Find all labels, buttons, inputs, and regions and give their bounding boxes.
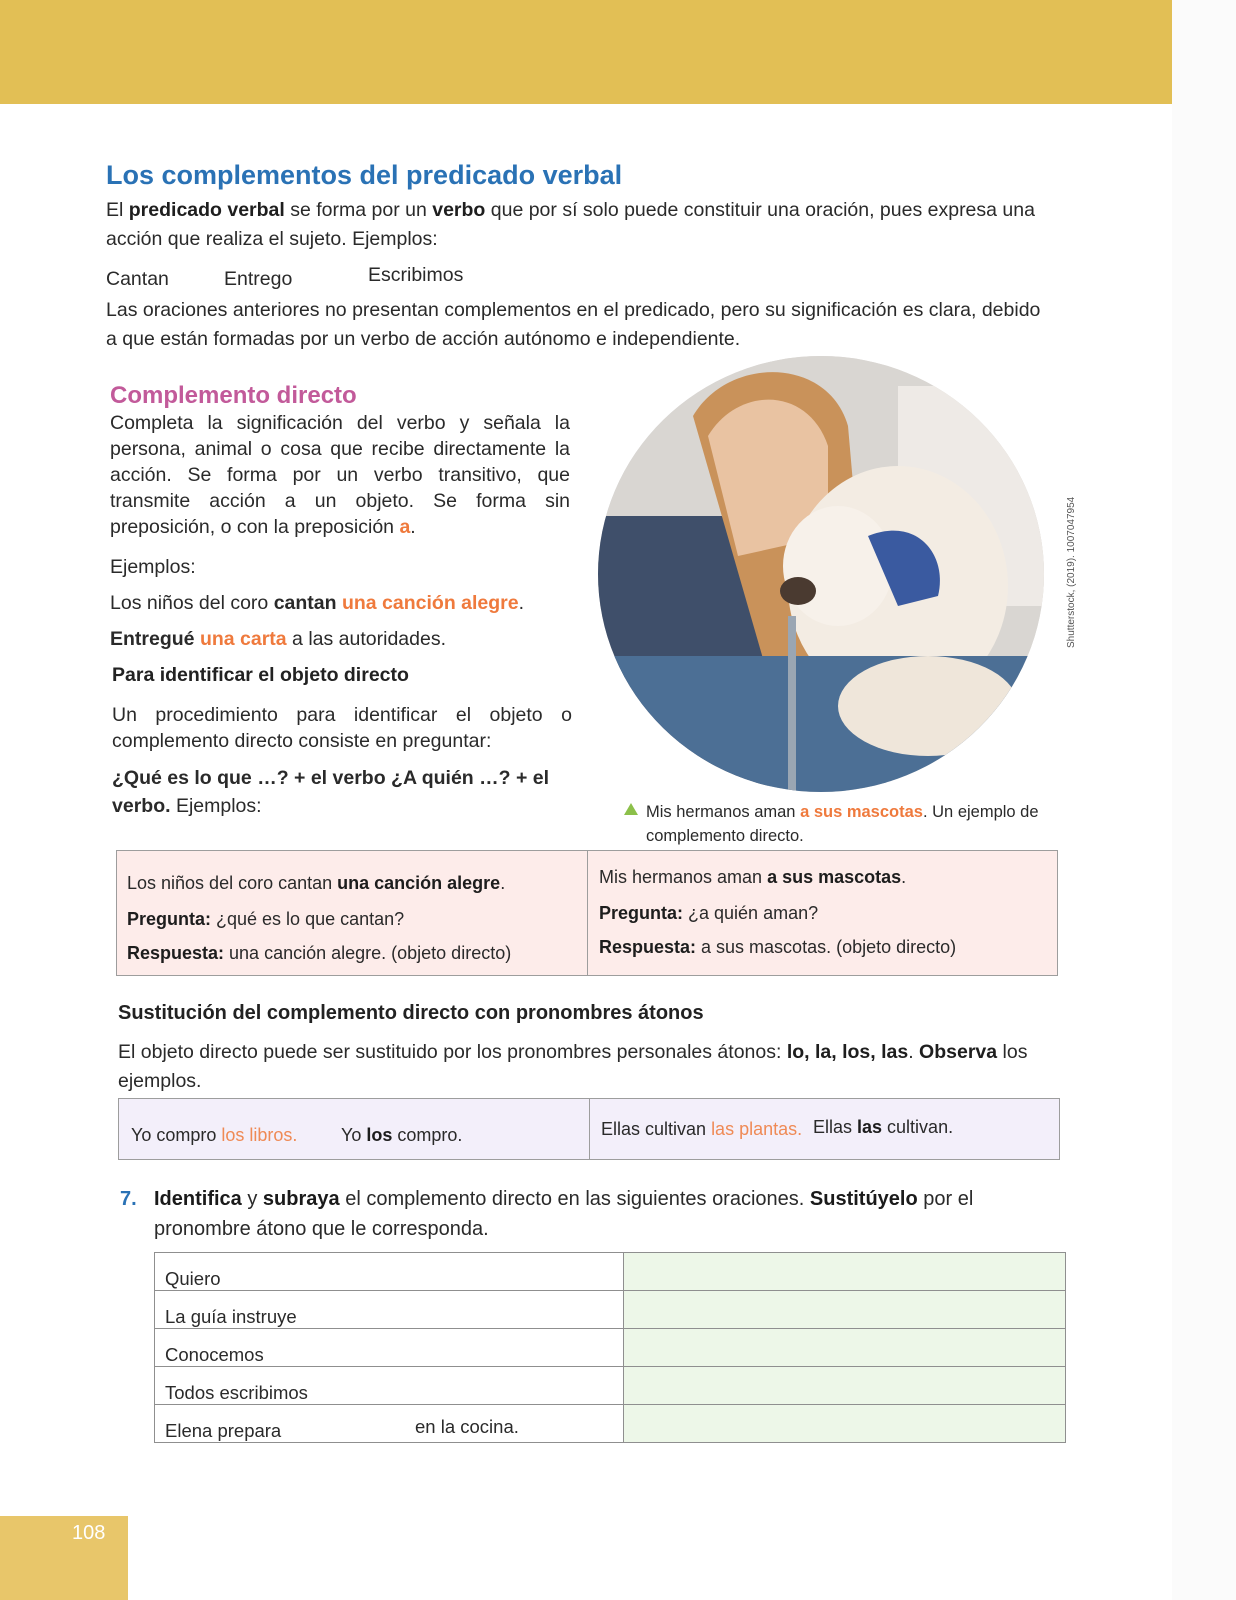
answer-cell[interactable]	[624, 1405, 1066, 1443]
definition-paragraph: Completa la significación del verbo y señala la persona, animal o cosa que recibe directamente la acción. Se forma por un verbo transitivo, que transmite acción a un objeto. Se forma sin preposición, o con la preposición a.	[110, 412, 570, 538]
page-edge	[1172, 0, 1236, 1600]
question-line: Pregunta: ¿a quién aman?	[599, 903, 819, 923]
question-line: Pregunta: ¿qué es lo que cantan?	[127, 909, 405, 929]
table-row	[155, 1405, 1066, 1443]
answer-cell[interactable]	[624, 1367, 1066, 1405]
sentence-cell: Elena prepara en la cocina.	[155, 1405, 624, 1443]
sentence-cell: Todos escribimos	[155, 1367, 624, 1405]
sentence-cell: La guía instruye	[155, 1291, 624, 1329]
page-title: Los complementos del predicado verbal	[106, 160, 623, 190]
identify-paragraph: Un procedimiento para identificar el objeto o complemento directo consiste en preguntar:	[112, 704, 572, 752]
example-sentence: Entregué una carta a las autoridades.	[110, 628, 446, 650]
example-sentence: Los niños del coro cantan una canción alegre.	[127, 873, 506, 893]
page-number: 108	[72, 1522, 106, 1544]
triangle-icon	[624, 803, 638, 815]
answer-cell[interactable]	[624, 1329, 1066, 1367]
verb-example: Escribimos	[368, 264, 464, 286]
pronoun-example-box	[118, 1098, 1060, 1160]
exercise-7: 7. Identifica y subraya el complemento directo en las siguientes oraciones. Sustitúyelo por el pronombre átono que le corresponda.	[120, 1184, 1064, 1244]
photo-credit: Shutterstock, (2019). 1007047954	[1066, 496, 1077, 648]
substituted-sentence: Ellas las cultivan.	[813, 1117, 954, 1137]
example-sentence: Los niños del coro cantan una canción alegre.	[110, 592, 525, 614]
substitution-paragraph: El objeto directo puede ser sustituido por los pronombres personales átonos: lo, la, los, las. Observa los ejemplos.	[118, 1041, 1028, 1092]
examples-label: Ejemplos:	[110, 556, 196, 578]
intro-note: Las oraciones anteriores no presentan complementos en el predicado, pero su significación es clara, debido a que están formadas por un verbo de acción autónomo e independiente.	[106, 299, 1041, 350]
substituted-sentence: Yo los compro.	[341, 1125, 463, 1145]
example-sentence: Ellas cultivan las plantas.	[601, 1119, 803, 1139]
exercise-number: 7.	[120, 1188, 137, 1210]
verb-example: Cantan	[106, 268, 169, 290]
table-row	[155, 1291, 1066, 1329]
girl-hugging-dog-photo	[598, 356, 1044, 792]
box-divider	[587, 851, 588, 975]
answer-line: Respuesta: a sus mascotas. (objeto directo)	[599, 937, 957, 957]
intro-paragraph: El predicado verbal se forma por un verbo que por sí solo puede constituir una oración, pues expresa una acción que realiza el sujeto. Ejemplos:	[106, 199, 1035, 250]
example-box	[116, 850, 1058, 976]
answer-cell[interactable]	[624, 1291, 1066, 1329]
photo-illustration	[598, 356, 1044, 792]
sentence-cell: Quiero	[155, 1253, 624, 1291]
table-row	[155, 1253, 1066, 1291]
identify-heading: Para identificar el objeto directo	[112, 664, 409, 686]
page-number-tab	[0, 1516, 128, 1600]
header-band	[0, 0, 1172, 104]
verb-example: Entrego	[224, 268, 293, 290]
exercise-table	[154, 1252, 1066, 1443]
photo-caption: Mis hermanos aman a sus mascotas. Un ejemplo de complemento directo.	[624, 800, 1044, 848]
table-row	[155, 1329, 1066, 1367]
question-formula: ¿Qué es lo que …? + el verbo ¿A quién …? + el verbo. Ejemplos:	[112, 767, 550, 817]
table-row	[155, 1367, 1066, 1405]
example-sentence: Yo compro los libros.	[131, 1125, 298, 1145]
sentence-tail: en la cocina.	[415, 1416, 519, 1437]
sentence-cell: Conocemos	[155, 1329, 624, 1367]
example-sentence: Mis hermanos aman a sus mascotas.	[599, 867, 907, 887]
box-divider	[589, 1099, 590, 1159]
substitution-heading: Sustitución del complemento directo con pronombres átonos	[118, 1002, 704, 1024]
answer-cell[interactable]	[624, 1253, 1066, 1291]
answer-line: Respuesta: una canción alegre. (objeto directo)	[127, 943, 512, 963]
section-subtitle: Complemento directo	[110, 382, 357, 409]
